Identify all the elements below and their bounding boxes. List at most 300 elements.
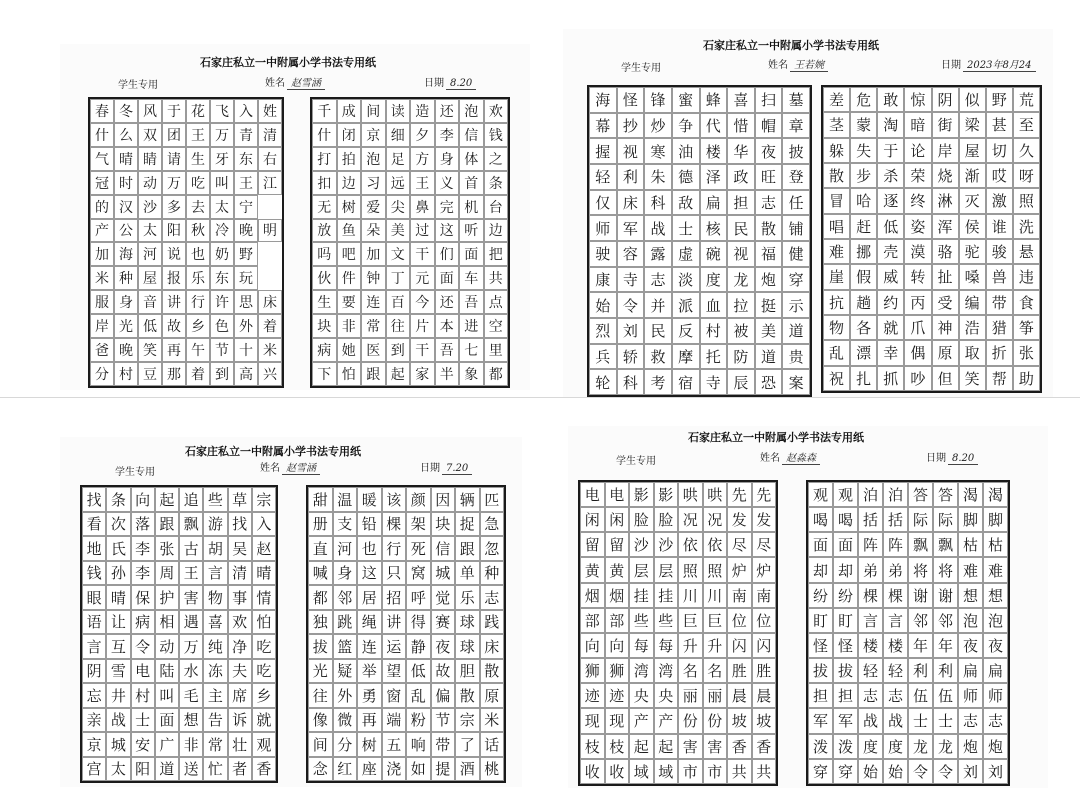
- character-cell: 脸: [654, 507, 679, 532]
- character-cell: 因: [431, 487, 456, 512]
- grid-row: [823, 188, 1040, 213]
- character-cell: 带: [431, 732, 456, 757]
- character-cell: 怕: [252, 610, 276, 635]
- character-cell: 非: [179, 732, 203, 757]
- character-cell: 炮: [958, 734, 983, 759]
- character-cell: 锋: [644, 87, 672, 113]
- character-cell: 玩: [234, 266, 258, 290]
- character-cell: 电: [131, 659, 155, 684]
- character-cell: 于: [162, 99, 186, 123]
- character-cell: 辰: [727, 369, 755, 395]
- character-cell: 论: [904, 138, 931, 163]
- character-cell: 街: [932, 112, 959, 137]
- character-cell: 广: [155, 732, 179, 757]
- character-cell: 节: [210, 338, 234, 362]
- character-cell: 音: [138, 290, 162, 314]
- character-cell: 泡: [361, 147, 386, 171]
- character-cell: 暗: [904, 112, 931, 137]
- character-cell: 志: [983, 708, 1008, 733]
- grid-row: [823, 366, 1040, 391]
- character-cell: 想: [179, 708, 203, 733]
- character-cell: 士: [131, 708, 155, 733]
- character-cell: 窝: [406, 561, 431, 586]
- character-cell: 旺: [755, 164, 783, 190]
- character-cell: 放: [312, 219, 337, 243]
- character-cell: 寺: [700, 369, 728, 395]
- character-cell: 沙: [654, 532, 679, 557]
- character-cell: 物: [203, 585, 227, 610]
- character-cell: 要: [337, 290, 362, 314]
- character-cell: 城: [106, 732, 130, 757]
- character-cell: 刘: [958, 759, 983, 784]
- character-cell: 光: [308, 659, 333, 684]
- character-cell: 条: [106, 487, 130, 512]
- character-cell: 言: [883, 608, 908, 633]
- character-cell: 向: [131, 487, 155, 512]
- character-cell: 保: [131, 585, 155, 610]
- character-cell: 铺: [782, 215, 810, 241]
- character-cell: 些: [654, 608, 679, 633]
- character-cell: 湾: [654, 658, 679, 683]
- character-cell: 念: [308, 757, 333, 782]
- character-cell: 故: [431, 659, 456, 684]
- character-cell: 行: [382, 536, 407, 561]
- character-cell: 棵: [382, 512, 407, 537]
- character-cell: 阴: [82, 659, 106, 684]
- practice-grid: [806, 480, 1010, 786]
- character-cell: 完: [435, 195, 460, 219]
- character-cell: 晴: [114, 147, 138, 171]
- character-cell: 发: [727, 507, 752, 532]
- character-cell: 的: [90, 195, 114, 219]
- character-cell: 言: [82, 634, 106, 659]
- character-cell: 政: [727, 164, 755, 190]
- character-cell: 像: [308, 708, 333, 733]
- character-cell: 亲: [82, 708, 106, 733]
- character-cell: 常: [203, 732, 227, 757]
- grid-row: [580, 507, 776, 532]
- character-cell: 喜: [727, 87, 755, 113]
- character-cell: 际: [933, 507, 958, 532]
- character-cell: 静: [406, 634, 431, 659]
- character-cell: 安: [131, 732, 155, 757]
- character-cell: 帽: [755, 113, 783, 139]
- character-cell: 低: [877, 214, 904, 239]
- character-cell: 炮: [983, 734, 1008, 759]
- character-cell: 东: [234, 147, 258, 171]
- character-cell: 荒: [1013, 87, 1040, 112]
- character-cell: 仅: [589, 190, 617, 216]
- character-cell: 井: [106, 683, 130, 708]
- character-cell: 炉: [727, 557, 752, 582]
- character-cell: 微: [333, 708, 358, 733]
- character-cell: 市: [703, 759, 728, 784]
- character-cell: 非: [337, 314, 362, 338]
- grid-row: [580, 482, 776, 507]
- character-cell: 爸: [90, 338, 114, 362]
- character-cell: 钱: [82, 561, 106, 586]
- name-field: [265, 74, 325, 90]
- character-cell: 村: [114, 362, 138, 386]
- character-cell: 份: [678, 708, 703, 733]
- character-cell: 失: [850, 138, 877, 163]
- character-cell: 露: [644, 241, 672, 267]
- character-cell: 扎: [850, 366, 877, 391]
- character-cell: 们: [435, 242, 460, 266]
- character-cell: 影: [654, 482, 679, 507]
- character-cell: 香: [252, 757, 276, 782]
- character-cell: 拔: [308, 634, 333, 659]
- date-field: [926, 449, 978, 465]
- character-cell: 淘: [877, 112, 904, 137]
- character-cell: 直: [308, 536, 333, 561]
- character-cell: 间: [308, 732, 333, 757]
- character-cell: 位: [752, 608, 777, 633]
- character-cell: 摩: [672, 344, 700, 370]
- character-cell: 万: [162, 171, 186, 195]
- grid-row: [808, 507, 1008, 532]
- character-cell: 神: [932, 315, 959, 340]
- character-cell: 丙: [904, 290, 931, 315]
- character-cell: 挪: [850, 239, 877, 264]
- grid-row: [823, 163, 1040, 188]
- character-cell: 秋: [186, 219, 210, 243]
- character-cell: 阵: [858, 532, 883, 557]
- character-cell: 动: [138, 171, 162, 195]
- character-cell: 闭: [337, 123, 362, 147]
- character-cell: 观: [252, 732, 276, 757]
- date-label: 日期: [424, 78, 444, 89]
- character-cell: 升: [678, 633, 703, 658]
- character-cell: 屋: [138, 266, 162, 290]
- character-cell: 提: [431, 757, 456, 782]
- character-cell: 席: [228, 683, 252, 708]
- character-cell: 驶: [589, 241, 617, 267]
- character-cell: 面: [459, 242, 484, 266]
- character-cell: 节: [431, 708, 456, 733]
- character-cell: 响: [406, 732, 431, 757]
- grid-row: [90, 171, 282, 195]
- character-cell: 闲: [605, 507, 630, 532]
- character-cell: 笑: [959, 366, 986, 391]
- grid-row: [808, 482, 1008, 507]
- grid-row: [312, 219, 508, 243]
- character-cell: 车: [459, 266, 484, 290]
- sheet-title: 石家庄私立一中附属小学书法专用纸: [703, 39, 879, 52]
- character-cell: 部: [580, 608, 605, 633]
- grid-row: [823, 138, 1040, 163]
- character-cell: 梁: [959, 112, 986, 137]
- character-cell: 沙: [629, 532, 654, 557]
- character-cell: 动: [155, 634, 179, 659]
- character-cell: 轻: [883, 658, 908, 683]
- character-cell: 浇: [382, 757, 407, 782]
- character-cell: 令: [131, 634, 155, 659]
- character-cell: 言: [858, 608, 883, 633]
- character-cell: 入: [252, 512, 276, 537]
- name-value: 赵雪涵: [287, 74, 325, 90]
- character-cell: 编: [959, 290, 986, 315]
- character-cell: 令: [933, 759, 958, 784]
- character-cell: 着: [186, 362, 210, 386]
- character-cell: 地: [82, 536, 106, 561]
- character-cell: 岸: [932, 138, 959, 163]
- grid-row: [589, 369, 810, 395]
- character-cell: 牙: [210, 147, 234, 171]
- character-cell: 事: [228, 585, 252, 610]
- character-cell: 哄: [678, 482, 703, 507]
- character-cell: 害: [179, 585, 203, 610]
- character-cell: 京: [361, 123, 386, 147]
- character-cell: 米: [480, 708, 505, 733]
- character-cell: 吾: [459, 290, 484, 314]
- grid-row: [808, 683, 1008, 708]
- character-cell: 起: [386, 362, 411, 386]
- character-cell: 军: [617, 215, 645, 241]
- character-cell: 加: [90, 242, 114, 266]
- character-cell: 崖: [823, 264, 850, 289]
- character-cell: 躲: [823, 138, 850, 163]
- character-cell: 屋: [959, 138, 986, 163]
- character-cell: 名: [678, 658, 703, 683]
- character-cell: 现: [605, 708, 630, 733]
- character-cell: 师: [983, 683, 1008, 708]
- sheet-bottom-right: [568, 426, 1048, 788]
- character-cell: 江: [258, 171, 282, 195]
- character-cell: 核: [700, 215, 728, 241]
- character-cell: 叫: [155, 683, 179, 708]
- grid-row: [82, 757, 276, 782]
- character-cell: 么: [114, 123, 138, 147]
- character-cell: 吗: [312, 242, 337, 266]
- grid-row: [82, 659, 276, 684]
- character-cell: 村: [131, 683, 155, 708]
- character-cell: 况: [703, 507, 728, 532]
- character-cell: 扫: [755, 87, 783, 113]
- character-cell: 幸: [877, 340, 904, 365]
- character-cell: 多: [162, 195, 186, 219]
- character-cell: 怪: [833, 633, 858, 658]
- character-cell: 黄: [605, 557, 630, 582]
- character-cell: 想: [983, 583, 1008, 608]
- character-cell: 就: [252, 708, 276, 733]
- character-cell: 穿: [782, 267, 810, 293]
- practice-grid: [821, 85, 1042, 393]
- character-cell: 壮: [228, 732, 252, 757]
- character-cell: 丁: [386, 266, 411, 290]
- character-cell: 科: [644, 190, 672, 216]
- grid-row: [308, 585, 504, 610]
- character-cell: 折: [986, 340, 1013, 365]
- character-cell: 冷: [210, 219, 234, 243]
- character-cell: 违: [1013, 264, 1040, 289]
- character-cell: 偶: [904, 340, 931, 365]
- character-cell: 忙: [203, 757, 227, 782]
- character-cell: 嗓: [959, 264, 986, 289]
- character-cell: 生: [186, 147, 210, 171]
- character-cell: 甚: [986, 112, 1013, 137]
- character-cell: 握: [589, 138, 617, 164]
- character-cell: 毛: [179, 683, 203, 708]
- grid-row: [90, 242, 282, 266]
- character-cell: 留: [605, 532, 630, 557]
- character-cell: 村: [700, 318, 728, 344]
- character-cell: 边: [337, 171, 362, 195]
- character-cell: 志: [858, 683, 883, 708]
- character-cell: 雪: [106, 659, 130, 684]
- character-cell: 寒: [644, 138, 672, 164]
- character-cell: 托: [700, 344, 728, 370]
- character-cell: 产: [629, 708, 654, 733]
- character-cell: 讲: [382, 610, 407, 635]
- character-cell: 刘: [617, 318, 645, 344]
- character-cell: 但: [932, 366, 959, 391]
- character-cell: 胡: [203, 536, 227, 561]
- grid-row: [589, 241, 810, 267]
- character-cell: 逐: [877, 188, 904, 213]
- character-cell: 河: [138, 242, 162, 266]
- grid-row: [312, 314, 508, 338]
- character-cell: 种: [114, 266, 138, 290]
- character-cell: 故: [162, 314, 186, 338]
- character-cell: 尽: [727, 532, 752, 557]
- sheet-title: 石家庄私立一中附属小学书法专用纸: [185, 445, 361, 458]
- character-cell: 边: [484, 219, 509, 243]
- character-cell: 气: [90, 147, 114, 171]
- character-cell: 飘: [933, 532, 958, 557]
- character-cell: 跳: [333, 610, 358, 635]
- character-cell: 净: [228, 634, 252, 659]
- character-cell: 渐: [959, 163, 986, 188]
- character-cell: 康: [589, 267, 617, 293]
- character-cell: 披: [782, 138, 810, 164]
- grid-row: [312, 266, 508, 290]
- character-cell: 龙: [908, 734, 933, 759]
- character-cell: 外: [234, 314, 258, 338]
- grid-row: [308, 659, 504, 684]
- character-cell: 炮: [755, 267, 783, 293]
- character-cell: 相: [155, 610, 179, 635]
- character-cell: 吃: [252, 634, 276, 659]
- grid-row: [823, 112, 1040, 137]
- grid-row: [82, 708, 276, 733]
- character-cell: 军: [833, 708, 858, 733]
- student-use-label: 学生专用: [621, 63, 661, 74]
- character-cell: 位: [727, 608, 752, 633]
- character-cell: 钟: [361, 266, 386, 290]
- character-cell: 读: [386, 99, 411, 123]
- character-cell: 去: [186, 195, 210, 219]
- character-cell: 扣: [312, 171, 337, 195]
- character-cell: 华: [727, 138, 755, 164]
- character-cell: 抄: [617, 113, 645, 139]
- character-cell: 请: [162, 147, 186, 171]
- character-cell: 乡: [186, 314, 210, 338]
- character-cell: 约: [877, 290, 904, 315]
- character-cell: 乱: [406, 683, 431, 708]
- name-label: 姓名: [760, 453, 780, 464]
- character-cell: 架: [406, 512, 431, 537]
- character-cell: 低: [406, 659, 431, 684]
- character-cell: 伍: [908, 683, 933, 708]
- character-cell: 带: [986, 290, 1013, 315]
- character-cell: 纯: [203, 634, 227, 659]
- character-cell: 遇: [179, 610, 203, 635]
- character-cell: 战: [883, 708, 908, 733]
- character-cell: 始: [858, 759, 883, 784]
- character-cell: 美: [386, 219, 411, 243]
- character-cell: 香: [752, 734, 777, 759]
- character-cell: 报: [162, 266, 186, 290]
- character-cell: 怪: [617, 87, 645, 113]
- character-cell: 抓: [877, 366, 904, 391]
- grid-row: [823, 315, 1040, 340]
- character-cell: 士: [672, 215, 700, 241]
- character-cell: 志: [883, 683, 908, 708]
- character-cell: 风: [138, 99, 162, 123]
- character-cell: 支: [333, 512, 358, 537]
- character-cell: 却: [833, 557, 858, 582]
- character-cell: 巨: [678, 608, 703, 633]
- practice-grid: [587, 85, 812, 397]
- character-cell: 德: [672, 164, 700, 190]
- character-cell: 祝: [823, 366, 850, 391]
- character-cell: 语: [82, 610, 106, 635]
- character-cell: 湾: [629, 658, 654, 683]
- character-cell: 沙: [138, 195, 162, 219]
- character-cell: 树: [357, 732, 382, 757]
- character-cell: 往: [308, 683, 333, 708]
- character-cell: 纷: [808, 583, 833, 608]
- character-cell: 观: [808, 482, 833, 507]
- character-cell: 战: [106, 708, 130, 733]
- character-cell: 共: [484, 266, 509, 290]
- character-cell: 习: [361, 171, 386, 195]
- grid-row: [312, 338, 508, 362]
- character-cell: 七: [459, 338, 484, 362]
- character-cell: 烈: [589, 318, 617, 344]
- character-cell: 晨: [752, 683, 777, 708]
- character-cell: 年: [908, 633, 933, 658]
- character-cell: 夜: [983, 633, 1008, 658]
- character-cell: 胜: [752, 658, 777, 683]
- character-cell: 泼: [833, 734, 858, 759]
- character-cell: 每: [654, 633, 679, 658]
- grid-row: [90, 147, 282, 171]
- sheet-top-left: [60, 44, 530, 390]
- character-cell: 飘: [179, 512, 203, 537]
- character-cell: 睛: [138, 147, 162, 171]
- character-cell: 次: [106, 512, 130, 537]
- character-cell: 括: [858, 507, 883, 532]
- character-cell: 利: [908, 658, 933, 683]
- character-cell: 层: [629, 557, 654, 582]
- character-cell: 健: [782, 241, 810, 267]
- date-label: 日期: [941, 60, 961, 71]
- character-cell: 也: [186, 242, 210, 266]
- character-cell: 福: [755, 241, 783, 267]
- character-cell: 清: [258, 123, 282, 147]
- character-cell: 海: [114, 242, 138, 266]
- character-cell: 行: [186, 290, 210, 314]
- character-cell: 盯: [808, 608, 833, 633]
- grid-row: [589, 138, 810, 164]
- character-cell: 吵: [904, 366, 931, 391]
- character-cell: 猎: [986, 315, 1013, 340]
- character-cell: 粉: [406, 708, 431, 733]
- character-cell: 端: [382, 708, 407, 733]
- character-cell: 晴: [106, 585, 130, 610]
